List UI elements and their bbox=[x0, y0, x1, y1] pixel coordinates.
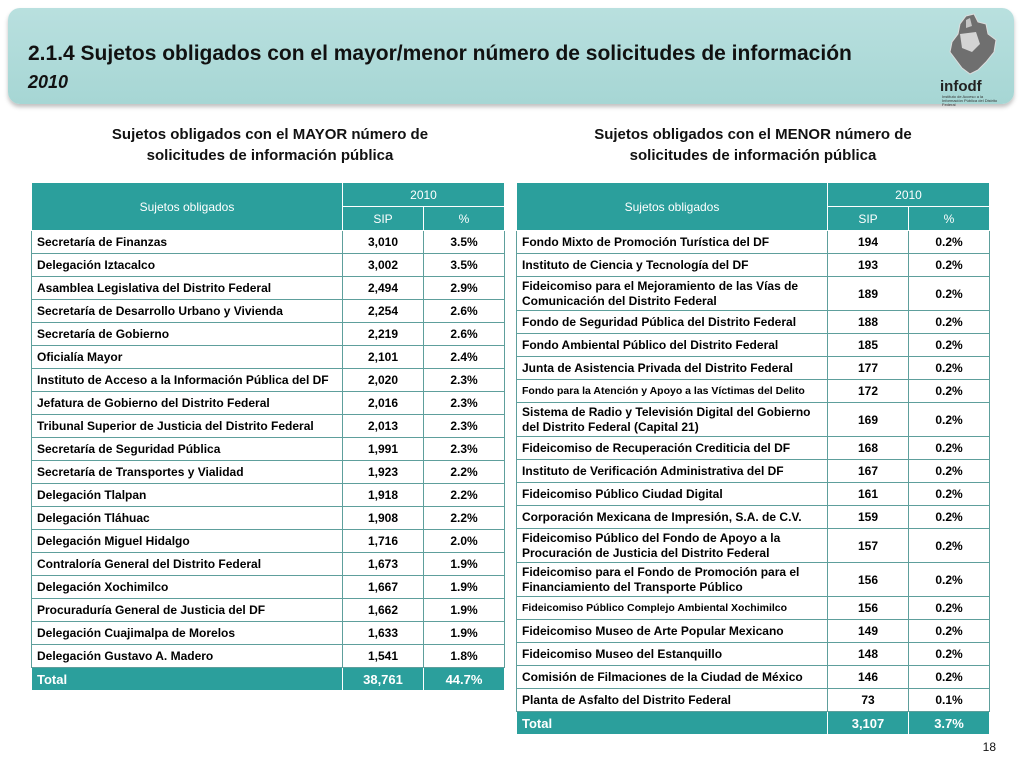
table-row bbox=[517, 380, 990, 403]
sip-cell: 172 bbox=[828, 380, 909, 403]
subject-name-cell: Delegación Miguel Hidalgo bbox=[32, 530, 343, 553]
table-row bbox=[32, 553, 505, 576]
pct-cell: 0.2% bbox=[909, 529, 990, 563]
sip-cell: 73 bbox=[828, 689, 909, 712]
pct-column-header: % bbox=[424, 207, 505, 231]
sip-cell: 167 bbox=[828, 460, 909, 483]
sip-cell: 169 bbox=[828, 403, 909, 437]
table-row bbox=[32, 231, 505, 254]
pct-cell: 0.2% bbox=[909, 666, 990, 689]
sip-cell: 185 bbox=[828, 334, 909, 357]
sip-cell: 1,541 bbox=[343, 645, 424, 668]
subject-name-cell: Delegación Iztacalco bbox=[32, 254, 343, 277]
total-label-cell: Total bbox=[517, 712, 828, 735]
pct-cell: 0.2% bbox=[909, 254, 990, 277]
table-row bbox=[517, 231, 990, 254]
infodf-logo bbox=[936, 12, 1006, 107]
subject-name-cell: Fondo para la Atención y Apoyo a las Víctimas del Delito bbox=[517, 380, 828, 403]
sip-cell: 159 bbox=[828, 506, 909, 529]
pct-cell: 2.3% bbox=[424, 438, 505, 461]
subject-name-cell: Junta de Asistencia Privada del Distrito Federal bbox=[517, 357, 828, 380]
sip-cell: 146 bbox=[828, 666, 909, 689]
pct-cell: 0.2% bbox=[909, 334, 990, 357]
pct-cell: 2.2% bbox=[424, 461, 505, 484]
left-heading-line-1: Sujetos obligados con el MAYOR número de bbox=[111, 126, 429, 143]
sip-cell: 148 bbox=[828, 643, 909, 666]
table-row bbox=[32, 346, 505, 369]
sip-cell: 1,633 bbox=[343, 622, 424, 645]
table-row bbox=[517, 311, 990, 334]
subject-name-cell: Fideicomiso Público Ciudad Digital bbox=[517, 483, 828, 506]
pct-cell: 2.3% bbox=[424, 369, 505, 392]
sip-cell: 168 bbox=[828, 437, 909, 460]
table-row bbox=[517, 506, 990, 529]
sip-cell: 193 bbox=[828, 254, 909, 277]
subject-name-cell: Planta de Asfalto del Distrito Federal bbox=[517, 689, 828, 712]
sip-cell: 2,101 bbox=[343, 346, 424, 369]
sip-cell: 3,002 bbox=[343, 254, 424, 277]
table-row bbox=[517, 277, 990, 311]
subject-name-cell: Contraloría General del Distrito Federal bbox=[32, 553, 343, 576]
pct-cell: 1.9% bbox=[424, 599, 505, 622]
pct-cell: 0.2% bbox=[909, 357, 990, 380]
total-pct-cell: 3.7% bbox=[909, 712, 990, 735]
pct-cell: 0.2% bbox=[909, 620, 990, 643]
subject-name-cell: Fideicomiso para el Mejoramiento de las Vías de Comunicación del Distrito Federal bbox=[517, 277, 828, 311]
right-section-heading bbox=[566, 124, 940, 166]
pct-cell: 0.2% bbox=[909, 380, 990, 403]
total-row bbox=[517, 712, 990, 735]
left-heading-line-2: solicitudes de información pública bbox=[146, 147, 394, 164]
sip-cell: 2,016 bbox=[343, 392, 424, 415]
table-row bbox=[517, 254, 990, 277]
sip-column-header: SIP bbox=[343, 207, 424, 231]
subject-name-cell: Comisión de Filmaciones de la Ciudad de México bbox=[517, 666, 828, 689]
sip-cell: 1,662 bbox=[343, 599, 424, 622]
fewest-requests-table bbox=[516, 182, 990, 735]
subject-name-cell: Fideicomiso Museo de Arte Popular Mexicano bbox=[517, 620, 828, 643]
subject-column-header: Sujetos obligados bbox=[517, 183, 828, 231]
sip-cell: 3,010 bbox=[343, 231, 424, 254]
slide-subtitle: 2010 bbox=[28, 72, 69, 92]
sip-cell: 2,020 bbox=[343, 369, 424, 392]
sip-cell: 149 bbox=[828, 620, 909, 643]
sip-cell: 161 bbox=[828, 483, 909, 506]
most-requests-table bbox=[31, 182, 505, 691]
table-row bbox=[32, 645, 505, 668]
pct-cell: 0.2% bbox=[909, 231, 990, 254]
subject-name-cell: Instituto de Verificación Administrativa del DF bbox=[517, 460, 828, 483]
table-row bbox=[32, 507, 505, 530]
table-row bbox=[517, 689, 990, 712]
pct-cell: 2.6% bbox=[424, 323, 505, 346]
sip-cell: 2,013 bbox=[343, 415, 424, 438]
subject-name-cell: Jefatura de Gobierno del Distrito Federal bbox=[32, 392, 343, 415]
subject-name-cell: Secretaría de Finanzas bbox=[32, 231, 343, 254]
sip-cell: 2,494 bbox=[343, 277, 424, 300]
subject-name-cell: Corporación Mexicana de Impresión, S.A. de C.V. bbox=[517, 506, 828, 529]
pct-cell: 2.2% bbox=[424, 484, 505, 507]
pct-cell: 2.3% bbox=[424, 415, 505, 438]
table-row bbox=[32, 484, 505, 507]
year-column-header: 2010 bbox=[343, 183, 505, 207]
year-column-header: 2010 bbox=[828, 183, 990, 207]
sip-cell: 1,673 bbox=[343, 553, 424, 576]
subject-name-cell: Delegación Tlalpan bbox=[32, 484, 343, 507]
subject-name-cell: Fideicomiso Público del Fondo de Apoyo a la Procuración de Justicia del Distrito Federal bbox=[517, 529, 828, 563]
subject-name-cell: Tribunal Superior de Justicia del Distrito Federal bbox=[32, 415, 343, 438]
sip-cell: 177 bbox=[828, 357, 909, 380]
sip-cell: 1,991 bbox=[343, 438, 424, 461]
subject-name-cell: Fideicomiso para el Fondo de Promoción para el Financiamiento del Transporte Público bbox=[517, 563, 828, 597]
table-row bbox=[517, 597, 990, 620]
subject-name-cell: Fondo de Seguridad Pública del Distrito Federal bbox=[517, 311, 828, 334]
subject-name-cell: Instituto de Ciencia y Tecnología del DF bbox=[517, 254, 828, 277]
sip-cell: 2,254 bbox=[343, 300, 424, 323]
subject-name-cell: Fideicomiso de Recuperación Crediticia del DF bbox=[517, 437, 828, 460]
total-sip-cell: 3,107 bbox=[828, 712, 909, 735]
pct-cell: 2.6% bbox=[424, 300, 505, 323]
subject-column-header: Sujetos obligados bbox=[32, 183, 343, 231]
table-row bbox=[32, 369, 505, 392]
sip-cell: 157 bbox=[828, 529, 909, 563]
pct-cell: 1.9% bbox=[424, 553, 505, 576]
total-pct-cell: 44.7% bbox=[424, 668, 505, 691]
table-row bbox=[32, 254, 505, 277]
table-row bbox=[517, 529, 990, 563]
logo-wordmark: infodf bbox=[940, 78, 982, 95]
subject-name-cell: Secretaría de Desarrollo Urbano y Vivienda bbox=[32, 300, 343, 323]
pct-cell: 1.8% bbox=[424, 645, 505, 668]
sip-column-header: SIP bbox=[828, 207, 909, 231]
table-row bbox=[517, 403, 990, 437]
slide-title: 2.1.4 Sujetos obligados con el mayor/menor número de solicitudes de información bbox=[28, 42, 852, 65]
pct-cell: 3.5% bbox=[424, 254, 505, 277]
table-row bbox=[517, 643, 990, 666]
subject-name-cell: Secretaría de Transportes y Vialidad bbox=[32, 461, 343, 484]
sip-cell: 156 bbox=[828, 597, 909, 620]
total-row bbox=[32, 668, 505, 691]
subject-name-cell: Sistema de Radio y Televisión Digital del Gobierno del Distrito Federal (Capital 21) bbox=[517, 403, 828, 437]
pct-cell: 0.2% bbox=[909, 643, 990, 666]
sip-cell: 2,219 bbox=[343, 323, 424, 346]
subject-name-cell: Asamblea Legislativa del Distrito Federal bbox=[32, 277, 343, 300]
table-row bbox=[32, 461, 505, 484]
total-sip-cell: 38,761 bbox=[343, 668, 424, 691]
table-row bbox=[517, 483, 990, 506]
pct-cell: 0.2% bbox=[909, 437, 990, 460]
table-row bbox=[517, 437, 990, 460]
pct-cell: 0.2% bbox=[909, 483, 990, 506]
subject-name-cell: Procuraduría General de Justicia del DF bbox=[32, 599, 343, 622]
total-label-cell: Total bbox=[32, 668, 343, 691]
sip-cell: 1,918 bbox=[343, 484, 424, 507]
subject-name-cell: Secretaría de Seguridad Pública bbox=[32, 438, 343, 461]
subject-name-cell: Instituto de Acceso a la Información Pública del DF bbox=[32, 369, 343, 392]
pct-cell: 1.9% bbox=[424, 622, 505, 645]
table-row bbox=[517, 620, 990, 643]
subject-name-cell: Delegación Cuajimalpa de Morelos bbox=[32, 622, 343, 645]
table-row bbox=[517, 460, 990, 483]
pct-cell: 0.2% bbox=[909, 506, 990, 529]
sip-cell: 1,667 bbox=[343, 576, 424, 599]
pct-cell: 0.2% bbox=[909, 277, 990, 311]
pct-cell: 2.9% bbox=[424, 277, 505, 300]
right-heading-line-1: Sujetos obligados con el MENOR número de bbox=[594, 126, 912, 143]
pct-cell: 1.9% bbox=[424, 576, 505, 599]
table-row bbox=[32, 323, 505, 346]
subject-name-cell: Delegación Tláhuac bbox=[32, 507, 343, 530]
table-row bbox=[517, 666, 990, 689]
sip-cell: 1,908 bbox=[343, 507, 424, 530]
pct-cell: 0.2% bbox=[909, 311, 990, 334]
subject-name-cell: Delegación Xochimilco bbox=[32, 576, 343, 599]
subject-name-cell: Fideicomiso Museo del Estanquillo bbox=[517, 643, 828, 666]
table-row bbox=[32, 392, 505, 415]
sip-cell: 188 bbox=[828, 311, 909, 334]
page-number: 18 bbox=[982, 740, 996, 754]
right-heading-line-2: solicitudes de información pública bbox=[629, 147, 877, 164]
pct-cell: 0.1% bbox=[909, 689, 990, 712]
pct-cell: 2.0% bbox=[424, 530, 505, 553]
subject-name-cell: Fondo Ambiental Público del Distrito Federal bbox=[517, 334, 828, 357]
pct-cell: 0.2% bbox=[909, 460, 990, 483]
pct-cell: 0.2% bbox=[909, 597, 990, 620]
left-section-heading bbox=[80, 124, 460, 166]
pct-cell: 2.3% bbox=[424, 392, 505, 415]
sip-cell: 1,923 bbox=[343, 461, 424, 484]
table-row bbox=[32, 300, 505, 323]
table-row bbox=[32, 530, 505, 553]
table-row bbox=[32, 415, 505, 438]
pct-cell: 0.2% bbox=[909, 403, 990, 437]
sip-cell: 156 bbox=[828, 563, 909, 597]
mexico-city-map-icon bbox=[936, 12, 1006, 78]
subject-name-cell: Secretaría de Gobierno bbox=[32, 323, 343, 346]
subject-name-cell: Fondo Mixto de Promoción Turística del DF bbox=[517, 231, 828, 254]
pct-column-header: % bbox=[909, 207, 990, 231]
subject-name-cell: Fideicomiso Público Complejo Ambiental Xochimilco bbox=[517, 597, 828, 620]
pct-cell: 2.2% bbox=[424, 507, 505, 530]
pct-cell: 0.2% bbox=[909, 563, 990, 597]
table-row bbox=[517, 334, 990, 357]
pct-cell: 2.4% bbox=[424, 346, 505, 369]
table-row bbox=[517, 563, 990, 597]
table-row bbox=[32, 599, 505, 622]
sip-cell: 189 bbox=[828, 277, 909, 311]
subject-name-cell: Oficialía Mayor bbox=[32, 346, 343, 369]
table-row bbox=[32, 576, 505, 599]
logo-tagline: Instituto de Acceso a la Información Pública del Distrito Federal bbox=[942, 94, 998, 107]
table-row bbox=[32, 277, 505, 300]
subject-name-cell: Delegación Gustavo A. Madero bbox=[32, 645, 343, 668]
table-row bbox=[32, 622, 505, 645]
pct-cell: 3.5% bbox=[424, 231, 505, 254]
title-banner bbox=[8, 8, 1014, 107]
sip-cell: 1,716 bbox=[343, 530, 424, 553]
table-row bbox=[32, 438, 505, 461]
table-row bbox=[517, 357, 990, 380]
sip-cell: 194 bbox=[828, 231, 909, 254]
